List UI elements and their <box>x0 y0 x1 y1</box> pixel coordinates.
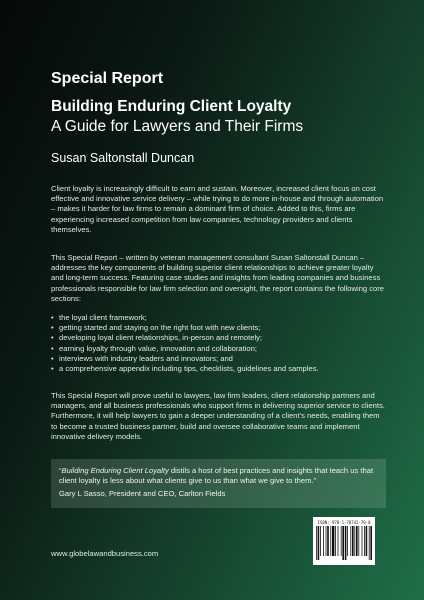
list-item: • earning loyalty through value, innovation and collaboration; <box>51 344 386 354</box>
barcode-icon <box>316 526 372 560</box>
list-item: • interviews with industry leaders and innovators; and <box>51 354 386 364</box>
intro-paragraph: Client loyalty is increasingly difficult to earn and sustain. Moreover, increased client focus on cost effective and innovative service delivery – while trying to do more in-house and through automation – makes it harder for law firms to remain a dominant firm of choice. Added to this, firms are experiencing increased competition from law companies, technology providers and clients themselves. <box>51 184 384 234</box>
quote-body: distils a host of best practices and insights that teach us that client loyalty is less about what clients give to us than what we give to them.” <box>59 466 374 486</box>
book-title: Building Enduring Client Loyalty <box>51 98 292 115</box>
book-subtitle: A Guide for Lawyers and Their Firms <box>51 118 304 135</box>
isbn-number: ISBN: 978-1-78742-70-8 <box>317 520 371 525</box>
isbn-barcode <box>313 517 375 565</box>
quote-book-title: Building Enduring Client Loyalty <box>61 466 169 475</box>
list-item: • getting started and staying on the right foot with new clients; <box>51 323 386 333</box>
testimonial-quote <box>59 466 378 486</box>
author-name: Susan Saltonstall Duncan <box>51 151 195 165</box>
list-item: • developing loyal client relationships, in-person and remotely; <box>51 333 386 343</box>
report-description-paragraph: This Special Report – written by veteran management consultant Susan Saltonstall Duncan – addresses the key components of building superior client relationships to achieve greater loyalty and long-term success. Featuring case studies and insights from leading companies and business professionals responsible for law firm selection and oversight, the report contains the following core sections: <box>51 253 385 303</box>
list-item: • the loyal client framework; <box>51 313 386 323</box>
list-item: • a comprehensive appendix including tips, checklists, guidelines and samples. <box>51 364 386 374</box>
quote-attribution: Gary L Sasso, President and CEO, Carlton Fields <box>59 489 226 499</box>
audience-paragraph: This Special Report will prove useful to lawyers, law firm leaders, client relationship partners and managers, and all business professionals who support firms in delivering superior service to clients. Furthermore, it will help lawyers to gain a deeper understanding of a client's needs, enabling them to become a trusted business partner, build and oversee collaborative teams and implement innovative delivery models. <box>51 391 385 441</box>
publisher-website: www.globelawandbusiness.com <box>51 549 159 558</box>
testimonial-quote-box <box>51 459 386 508</box>
quote-open-mark: “ <box>59 466 62 475</box>
core-sections-list <box>51 313 386 374</box>
series-label: Special Report <box>51 70 164 87</box>
